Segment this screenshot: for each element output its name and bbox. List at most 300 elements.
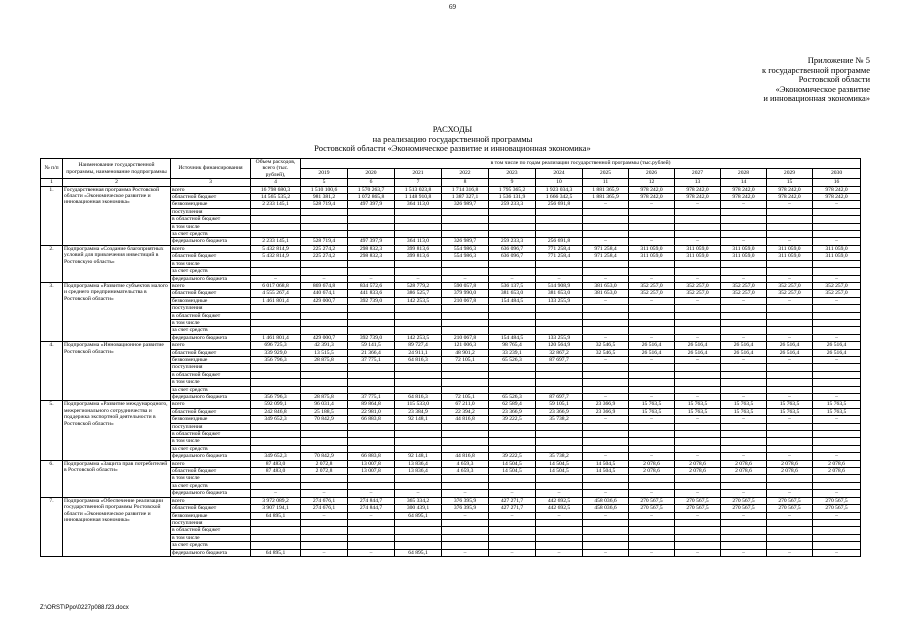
amount-cell [721,268,767,275]
table-row [41,342,861,349]
amount-cell: 15 763,5 [675,401,721,408]
amount-cell: 2 078,6 [675,460,721,467]
amount-cell: 274 844,7 [348,497,395,504]
amount-cell [721,379,767,386]
expenses-table [40,158,861,557]
header-year: 2029 [767,169,813,179]
amount-cell: 1 148 910,8 [395,194,442,201]
amount-cell [721,364,767,371]
amount-cell: 64 895,1 [251,549,301,556]
amount-cell: 356 796,3 [251,394,301,401]
amount-cell: – [675,356,721,363]
amount-cell [301,423,348,430]
amount-cell [813,327,861,334]
amount-cell [721,482,767,489]
amount-cell: – [675,512,721,519]
amount-cell [251,386,301,393]
row-number: 2. [41,245,63,282]
amount-cell [348,231,395,238]
amount-cell: – [629,549,675,556]
amount-cell [675,386,721,393]
amount-cell [629,216,675,223]
amount-cell: – [767,416,813,423]
amount-cell: 64 816,3 [395,356,442,363]
amount-cell: 2 078,6 [721,468,767,475]
amount-cell: – [721,334,767,341]
amount-cell [395,438,442,445]
amount-cell [536,231,583,238]
amount-cell: 270 567,5 [767,497,813,504]
column-number: 10 [536,179,583,186]
amount-cell: 87 697,7 [536,394,583,401]
amount-cell [767,534,813,541]
amount-cell [348,445,395,452]
amount-cell: 352 257,0 [629,282,675,289]
amount-cell: – [629,512,675,519]
amount-cell: 349 652,3 [251,416,301,423]
amount-cell: 87 483,0 [251,468,301,475]
amount-cell [251,542,301,549]
amount-cell [442,319,489,326]
amount-cell [301,305,348,312]
amount-cell [583,216,629,223]
amount-cell: 120 564,9 [536,342,583,349]
amount-cell: 89 864,8 [348,401,395,408]
amount-cell: 23 366,9 [489,408,536,415]
amount-cell [301,327,348,334]
amount-cell [813,519,861,526]
amount-cell [301,379,348,386]
amount-cell: – [583,275,629,282]
amount-cell [767,371,813,378]
amount-cell: – [767,490,813,497]
amount-cell [301,216,348,223]
amount-cell [489,482,536,489]
amount-cell: 497 397,9 [348,238,395,245]
amount-cell [251,519,301,526]
amount-cell: – [251,490,301,497]
amount-cell: 352 257,0 [721,282,767,289]
amount-cell: 35 738,2 [536,453,583,460]
file-path-footer: Z:\ORST\Ppo\0227p088.f23.docx [40,605,129,611]
amount-cell: 399 813,6 [395,245,442,252]
amount-cell: 528 719,4 [301,201,348,208]
amount-cell [767,208,813,215]
amount-cell [675,431,721,438]
amount-cell [767,438,813,445]
amount-cell: 121 006,3 [442,342,489,349]
amount-cell [675,438,721,445]
amount-cell: 352 257,0 [675,282,721,289]
amount-cell [536,216,583,223]
header-year: 2020 [348,169,395,179]
amount-cell: – [629,201,675,208]
amount-cell: 210 067,8 [442,297,489,304]
amount-cell [767,386,813,393]
amount-cell [395,364,442,371]
column-number: 6 [348,179,395,186]
amount-cell: – [629,394,675,401]
amount-cell: 2 072,8 [301,460,348,467]
amount-cell: 3 907 194,1 [251,505,301,512]
column-number: 3 [171,179,251,186]
amount-cell: – [721,297,767,304]
amount-cell: – [813,549,861,556]
amount-cell: 67 211,0 [442,401,489,408]
amount-cell: – [767,453,813,460]
amount-cell: 311 059,0 [629,253,675,260]
amount-cell: 13 836,4 [395,468,442,475]
amount-cell [251,445,301,452]
column-number: 16 [813,179,861,186]
funding-source: областной бюджет [171,290,251,297]
amount-cell [813,364,861,371]
program-name: Подпрограмма «Развитие международного, межрегионального сотрудничества и поддержка экспортной деятельности в Ростовской области» [63,401,171,460]
amount-cell: – [675,549,721,556]
amount-cell: 37 775,1 [348,356,395,363]
amount-cell: 392 739,0 [348,297,395,304]
amount-cell: 381 653,0 [536,290,583,297]
amount-cell [536,364,583,371]
amount-cell: – [536,275,583,282]
amount-cell [675,534,721,541]
amount-cell: 971 258,4 [583,245,629,252]
amount-cell [675,542,721,549]
amount-cell: 427 271,7 [489,505,536,512]
amount-cell: 6 017 068,8 [251,282,301,289]
amount-cell: 26 516,4 [813,349,861,356]
header-year: 2027 [675,169,721,179]
header-total: Объем расходов, всего (тыс. рублей), [251,159,301,179]
amount-cell: 326 989,7 [442,238,489,245]
amount-cell: 32 867,2 [536,349,583,356]
amount-cell [442,445,489,452]
amount-cell [348,527,395,534]
amount-cell: 636 096,7 [489,253,536,260]
amount-cell: 349 652,3 [251,453,301,460]
amount-cell [629,431,675,438]
amount-cell: 528 719,4 [301,238,348,245]
funding-source: в том числе [171,223,251,230]
amount-cell: 441 833,6 [348,290,395,297]
amount-cell: 270 567,5 [629,497,675,504]
amount-cell [251,216,301,223]
amount-cell [629,364,675,371]
amount-cell: 154 484,5 [489,334,536,341]
amount-cell: 442 692,5 [536,497,583,504]
amount-cell: 26 516,4 [767,349,813,356]
amount-cell [721,475,767,482]
header-by-year: в том числе по годам реализации государственной программы (тыс.рублей) [301,159,861,169]
amount-cell [813,482,861,489]
amount-cell [813,527,861,534]
amount-cell: 381 653,0 [489,290,536,297]
amount-cell [675,268,721,275]
amount-cell: 2 078,6 [813,460,861,467]
amount-cell [675,305,721,312]
funding-source: областной бюджет [171,468,251,475]
amount-cell: 39 222,5 [489,453,536,460]
amount-cell [251,475,301,482]
amount-cell [251,438,301,445]
amount-cell [251,223,301,230]
amount-cell: – [767,512,813,519]
amount-cell: 274 676,1 [301,505,348,512]
amount-cell [536,319,583,326]
amount-cell: 98 765,4 [489,342,536,349]
amount-cell [721,371,767,378]
amount-cell [583,327,629,334]
amount-cell [813,379,861,386]
amount-cell: 311 059,0 [721,253,767,260]
amount-cell: – [721,356,767,363]
amount-cell: – [721,453,767,460]
row-number: 4. [41,342,63,401]
amount-cell [395,386,442,393]
amount-cell: 22 394,2 [442,408,489,415]
amount-cell: 429 000,7 [301,297,348,304]
amount-cell [348,386,395,393]
amount-cell: 2 078,6 [629,460,675,467]
amount-cell: 352 257,0 [629,290,675,297]
amount-cell: – [675,334,721,341]
amount-cell: 399 813,6 [395,253,442,260]
amount-cell [395,208,442,215]
amount-cell: 72 105,1 [442,356,489,363]
amount-cell: 26 516,4 [629,342,675,349]
amount-cell [583,445,629,452]
title-line: РАСХОДЫ [432,124,473,134]
amount-cell [348,475,395,482]
amount-cell: – [721,201,767,208]
amount-cell: – [767,356,813,363]
amount-cell: – [675,238,721,245]
amount-cell [442,519,489,526]
amount-cell: 23 384,9 [395,408,442,415]
amount-cell: 3 972 089,2 [251,497,301,504]
amount-cell [675,371,721,378]
amount-cell: 1 536 131,9 [489,194,536,201]
header-year: 2025 [583,169,629,179]
row-number: 3. [41,282,63,341]
amount-cell [301,312,348,319]
amount-cell [721,542,767,549]
amount-cell [767,379,813,386]
expenses-table-wrapper [40,158,860,557]
amount-cell: 25 188,5 [301,408,348,415]
row-number: 7. [41,497,63,556]
amount-cell: 225 274,2 [301,245,348,252]
amount-cell [583,534,629,541]
amount-cell [721,534,767,541]
amount-cell [675,208,721,215]
amount-cell: 48 901,2 [442,349,489,356]
funding-source: федерального бюджета [171,549,251,556]
amount-cell [489,379,536,386]
amount-cell: 13 007,8 [348,468,395,475]
funding-source: областной бюджет [171,408,251,415]
amount-cell: 2 233 145,1 [251,238,301,245]
amount-cell [629,386,675,393]
amount-cell: 514 908,9 [536,282,583,289]
amount-cell: 92 148,1 [395,416,442,423]
amount-cell [442,305,489,312]
amount-cell: – [348,490,395,497]
amount-cell: 311 059,0 [629,245,675,252]
amount-cell: 352 257,0 [767,282,813,289]
amount-cell: 66 883,8 [348,453,395,460]
page-number: 69 [449,3,456,11]
amount-cell [251,371,301,378]
amount-cell [348,260,395,267]
amount-cell: 978 242,0 [767,194,813,201]
amount-cell [629,423,675,430]
amount-cell [583,527,629,534]
amount-cell: 133 255,9 [536,297,583,304]
amount-cell [348,438,395,445]
amount-cell: 978 242,0 [629,194,675,201]
amount-cell [442,431,489,438]
amount-cell: 23 366,9 [536,408,583,415]
amount-cell [301,482,348,489]
program-name: Подпрограмма «Защита прав потребителей в Ростовской области» [63,460,171,497]
amount-cell [348,208,395,215]
amount-cell: 270 567,5 [813,505,861,512]
amount-cell: 978 242,0 [721,194,767,201]
amount-cell: 14 504,5 [536,468,583,475]
amount-cell [629,534,675,541]
amount-cell [536,482,583,489]
amount-cell [813,371,861,378]
funding-source: федерального бюджета [171,275,251,282]
header-year: 2024 [536,169,583,179]
amount-cell [583,223,629,230]
amount-cell [629,305,675,312]
amount-cell [442,475,489,482]
amount-cell: – [489,490,536,497]
amount-cell [251,527,301,534]
amount-cell: – [767,549,813,556]
amount-cell: 352 257,0 [721,290,767,297]
amount-cell [489,312,536,319]
funding-source: безвозмездные [171,416,251,423]
amount-cell [442,208,489,215]
amount-cell [301,231,348,238]
amount-cell [301,208,348,215]
amount-cell [675,223,721,230]
amount-cell [813,231,861,238]
amount-cell [442,260,489,267]
amount-cell [489,445,536,452]
amount-cell [583,231,629,238]
amount-cell: 24 911,1 [395,349,442,356]
funding-source: всего [171,342,251,349]
amount-cell [251,423,301,430]
amount-cell [395,231,442,238]
program-name: Подпрограмма «Обеспечение реализации государственной программы Ростовской области «Экономическое развитие и инновационная экономика» [63,497,171,556]
amount-cell: 39 222,5 [489,416,536,423]
amount-cell: 311 059,0 [721,245,767,252]
amount-cell [442,527,489,534]
amount-cell [442,542,489,549]
amount-cell [675,319,721,326]
amount-cell: 392 739,0 [348,334,395,341]
amount-cell [583,482,629,489]
amount-cell: 2 078,6 [629,468,675,475]
amount-cell: 270 567,5 [629,505,675,512]
funding-source: в областной бюджет [171,216,251,223]
amount-cell [536,527,583,534]
amount-cell [442,327,489,334]
funding-source: федерального бюджета [171,394,251,401]
header-year: 2023 [489,169,536,179]
amount-cell: 978 242,0 [629,186,675,193]
amount-cell [395,268,442,275]
amount-cell: – [813,394,861,401]
amount-cell [583,268,629,275]
amount-cell: 978 242,0 [813,186,861,193]
amount-cell [583,305,629,312]
appendix-line: и инновационная экономика» [763,93,870,103]
amount-cell: 2 078,6 [767,460,813,467]
funding-source: поступления [171,364,251,371]
document-title [0,125,905,154]
amount-cell [813,431,861,438]
amount-cell: 15 763,5 [767,408,813,415]
amount-cell [301,260,348,267]
amount-cell [675,364,721,371]
amount-cell: 364 113,0 [395,238,442,245]
amount-cell [583,475,629,482]
amount-cell: 1 510 100,6 [301,186,348,193]
program-name: Подпрограмма «Развитие субъектов малого и среднего предпринимательства в Ростовской области» [63,282,171,341]
amount-cell: 4 659,3 [442,468,489,475]
amount-cell: 154 484,5 [489,297,536,304]
amount-cell: 2 078,6 [767,468,813,475]
funding-source: областной бюджет [171,194,251,201]
amount-cell: – [767,334,813,341]
amount-cell: 352 257,0 [813,290,861,297]
amount-cell [813,445,861,452]
amount-cell: 381 653,0 [583,290,629,297]
amount-cell: 1 795 365,2 [489,186,536,193]
amount-cell [629,482,675,489]
amount-cell: – [629,238,675,245]
amount-cell: 259 233,3 [489,238,536,245]
amount-cell: 4 555 267,4 [251,290,301,297]
column-number: 5 [301,179,348,186]
amount-cell: – [442,549,489,556]
amount-cell: 14 504,5 [583,460,629,467]
amount-cell: – [629,297,675,304]
table-row [41,186,861,193]
amount-cell [536,223,583,230]
funding-source: всего [171,282,251,289]
header-row [41,159,861,169]
amount-cell [767,268,813,275]
appendix-line: Ростовской области [798,74,870,84]
amount-cell: 65 526,3 [489,356,536,363]
amount-cell: – [348,512,395,519]
amount-cell [395,475,442,482]
amount-cell: – [583,453,629,460]
amount-cell: 386 525,7 [395,290,442,297]
amount-cell [442,371,489,378]
amount-cell: – [675,416,721,423]
amount-cell: 298 832,3 [348,253,395,260]
funding-source: в том числе [171,379,251,386]
amount-cell [813,319,861,326]
